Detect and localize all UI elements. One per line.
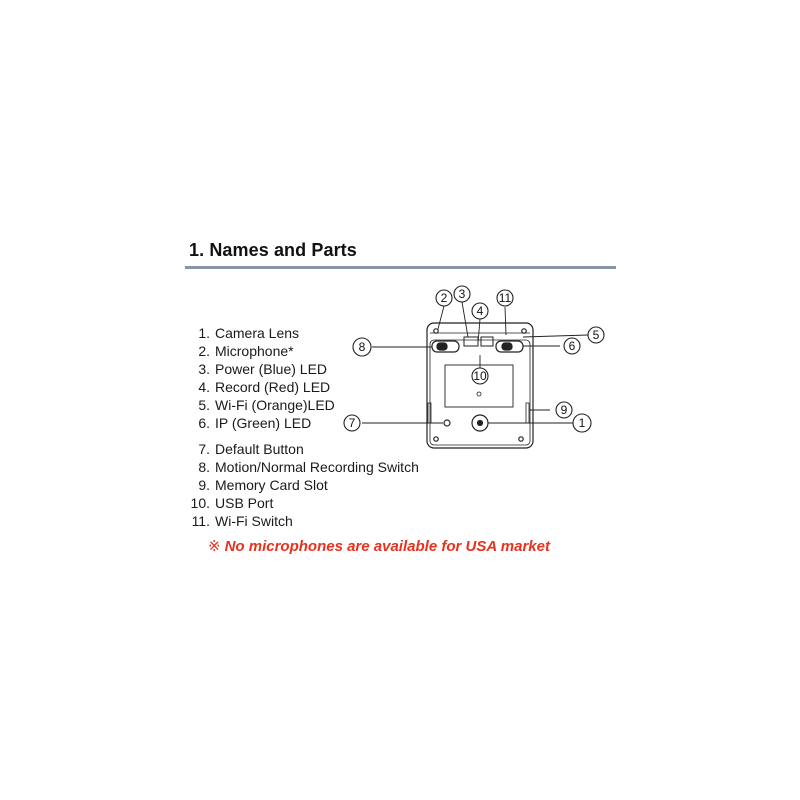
heading-underline [185, 266, 616, 269]
part-item-1: 1. Camera Lens [198, 325, 300, 341]
usa-market-note: ※ No microphones are available for USA market [208, 538, 550, 555]
part-item-8: 8. Motion/Normal Recording Switch [198, 459, 419, 475]
screw-top-left [434, 329, 438, 333]
default-button [444, 420, 450, 426]
screw-bottom-right [519, 437, 523, 441]
callout-1-label: 1 [578, 416, 586, 430]
callout-5-label: 5 [592, 328, 600, 342]
callout-9-label: 9 [560, 403, 568, 417]
callout-8-label: 8 [358, 340, 366, 354]
callout-6-label: 6 [568, 339, 576, 353]
callout-10-label: 10 [473, 369, 487, 383]
screw-bottom-left [434, 437, 438, 441]
memory-card-slot [526, 403, 529, 423]
part-item-7: 7. Default Button [198, 441, 304, 457]
callout-4-label: 4 [476, 304, 484, 318]
part-item-6: 6. IP (Green) LED [198, 415, 312, 431]
callout-3-label: 3 [458, 287, 466, 301]
callout-2-label: 2 [440, 291, 448, 305]
section-heading: 1. Names and Parts [189, 240, 357, 260]
callout-11-label: 11 [498, 291, 512, 305]
part-item-3: 3. Power (Blue) LED [198, 361, 328, 377]
part-item-5: 5. Wi-Fi (Orange)LED [198, 397, 335, 413]
part-item-4: 4. Record (Red) LED [198, 379, 331, 395]
side-slot-left [428, 403, 431, 423]
reference-mark-icon: ※ [208, 538, 221, 555]
screw-top-right [522, 329, 526, 333]
part-item-9: 9. Memory Card Slot [198, 477, 328, 493]
part-item-2: 2. Microphone* [198, 343, 294, 359]
device-body [427, 323, 533, 448]
callout-7-label: 7 [348, 416, 356, 430]
part-item-11: 11. Wi-Fi Switch [191, 513, 293, 529]
device-diagram [340, 285, 610, 460]
part-item-10: 10. USB Port [190, 495, 274, 511]
